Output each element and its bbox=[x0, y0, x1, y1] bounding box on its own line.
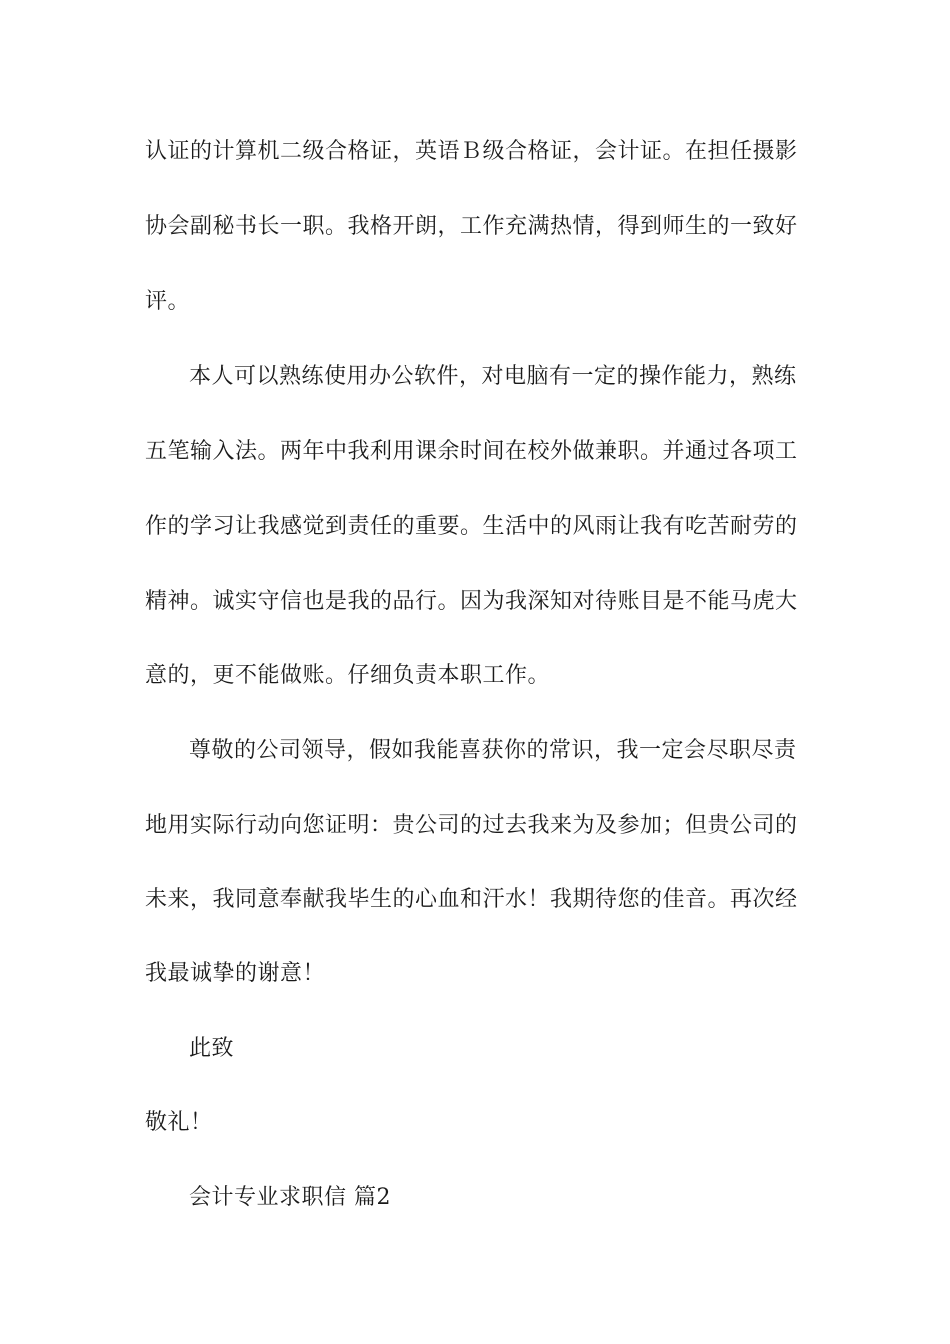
text-line: 协会副秘书长一职。我格开朗，工作充满热情，得到师生的一致好 bbox=[145, 214, 798, 239]
closing-salutation: 此致 bbox=[189, 1036, 235, 1061]
text-line: 作的学习让我感觉到责任的重要。生活中的风雨让我有吃苦耐劳的 bbox=[145, 514, 798, 539]
closing-regards: 敬礼！ bbox=[145, 1110, 213, 1135]
text-line: 认证的计算机二级合格证，英语Ｂ级合格证，会计证。在担任摄影 bbox=[145, 139, 798, 164]
text-line: 本人可以熟练使用办公软件，对电脑有一定的操作能力，熟练 bbox=[189, 364, 797, 389]
text-line: 地用实际行动向您证明：贵公司的过去我来为及参加；但贵公司的 bbox=[145, 813, 798, 838]
text-line: 评。 bbox=[145, 289, 191, 314]
text-line: 未来，我同意奉献我毕生的心血和汗水！我期待您的佳音。再次经 bbox=[145, 887, 798, 912]
text-line: 我最诚挚的谢意！ bbox=[145, 961, 326, 986]
section-title: 会计专业求职信 篇2 bbox=[189, 1185, 391, 1210]
text-line: 意的，更不能做账。仔细负责本职工作。 bbox=[145, 663, 551, 688]
text-line: 五笔输入法。两年中我利用课余时间在校外做兼职。并通过各项工 bbox=[145, 439, 798, 464]
text-line: 精神。诚实守信也是我的品行。因为我深知对待账目是不能马虎大 bbox=[145, 589, 798, 614]
text-line: 尊敬的公司领导，假如我能喜获你的常识，我一定会尽职尽责 bbox=[189, 738, 797, 763]
